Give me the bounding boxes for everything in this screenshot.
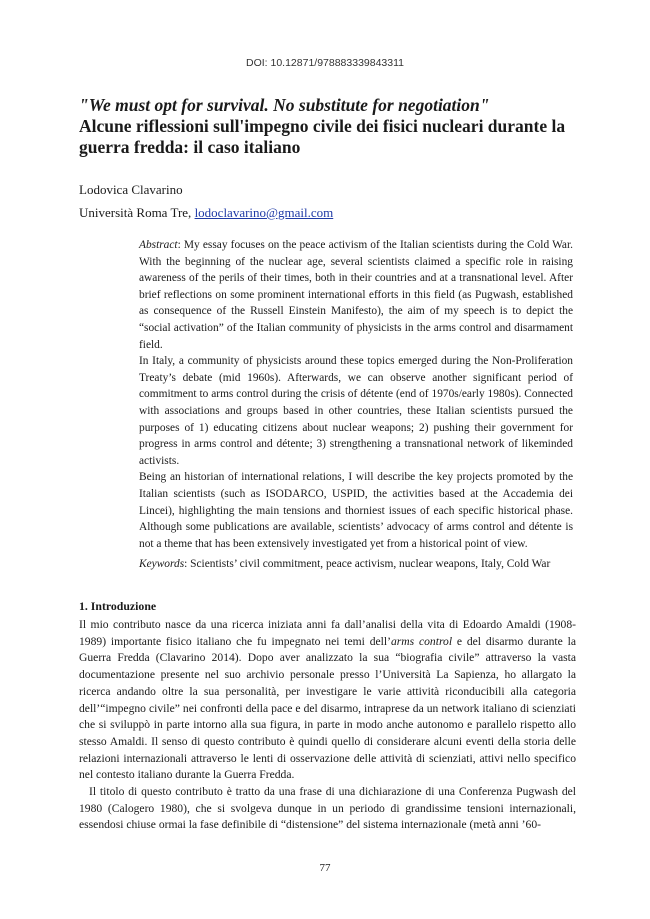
keywords [139,558,579,570]
keywords-label: Keywords [139,558,185,570]
abstract-paragraph-3: Being an historian of international relations, I will describe the key projects promoted by the Italian scientists (such as ISODARCO, USPID, the activities based at the Accademia dei Lincei), highlighting the main tensions and thorniest issues of each specific historical phase. Although some publications are available, scientists’ advocacy of arms control and détente is not a theme that has been extensively investigated yet from a historical point of view. [139,471,573,550]
abstract-paragraph-2: In Italy, a community of physicists around these topics emerged during the Non-Proliferation Treaty’s debate (mid 1960s). Afterwards, we can observe another significant period of commitment to arms control during the crisis of détente (end of 1970s/early 1980s). Connected with associations and groups based in other countries, these Italian scientists pursued the purposes of 1) educating citizens about nuclear weapons; 2) pushing their government for progress in arms control and détente; 3) strengthening a transnational network of likeminded activists. [139,355,573,467]
title-block [79,95,589,158]
body-paragraph-1 [79,617,576,784]
abstract-paragraph-1 [139,237,573,353]
english-title: "We must opt for survival. No substitute for negotiation" [79,95,490,115]
body-p1-rest: e del disarmo durante la Guerra Fredda (Clavarino 2014). Dopo aver analizzato la sua “biografia civile” attraverso la vasta documentazione presente nel suo archivio personale presso l’Università La Sapienza, ho allargato la ricerca andando oltre la sua personalità, per investigare le varie attività riconducibili alla categoria dell’“impegno civile” nei confronti della pace e del disarmo, intraprese da un network italiano di scienziati che si sviluppò in parte intorno alla sua figura, in parte in modo anche autonomo e parallelo rispetto allo stesso Amaldi. Il senso di questo contributo è quindi quello di considerare alcuni eventi della storia delle relazioni internazionali attraverso le lenti di osservazione delle attività di scienziati, attivi nello specifico nel contesto italiano durante la Guerra Fredda. [79,634,576,782]
abstract-text-1: : My essay focuses on the peace activism of the Italian scientists during the Cold War. With the beginning of the nuclear age, several scientists claimed a specific role in raising awareness of the perils of their times, both in their countries and at a transnational level. After brief reflections on some prominent international efforts in this field (as Pugwash, established as consequence of the Russell Einstein Manifesto), the aim of my speech is to depict the “social activation” of the Italian community of physicists in the arms control and disarmament field. [139,239,573,351]
author-name: Lodovica Clavarino [79,182,183,197]
author-affiliation [79,205,333,221]
doi-header: DOI: 10.12871/978883339843311 [245,57,405,69]
abstract-label: Abstract [139,239,178,251]
body-text [79,617,576,834]
body-paragraph-2: Il titolo di questo contributo è tratto da una frase di una dichiarazione di una Conferenza Pugwash del 1980 (Calogero 1980), che si svolgeva dunque in un periodo di grandissime tensioni internazionali, essendosi chiuse ormai la fase definibile di “distensione” del sistema internazionale (metà anni ’60- [79,785,576,832]
body-p1-start: Il mio contributo nasce da una ricerca iniziata anni fa dall’analisi della vita di Edoardo Amaldi (1908-1989) importante fisico italiano che fu impegnato nei temi dell’ [79,618,576,648]
italian-title: Alcune riflessioni sull'impegno civile dei fisici nucleari durante la guerra fredda: il caso italiano [79,116,566,157]
section-heading: 1. Introduzione [79,599,157,613]
keywords-text: : Scientists’ civil commitment, peace activism, nuclear weapons, Italy, Cold War [184,558,551,570]
author-email-link[interactable]: lodoclavarino@gmail.com [194,205,334,220]
affiliation-text: Università Roma Tre, [79,205,195,220]
abstract [139,237,573,552]
body-p1-italic-term: arms control [390,634,453,648]
page-number: 77 [319,862,331,874]
